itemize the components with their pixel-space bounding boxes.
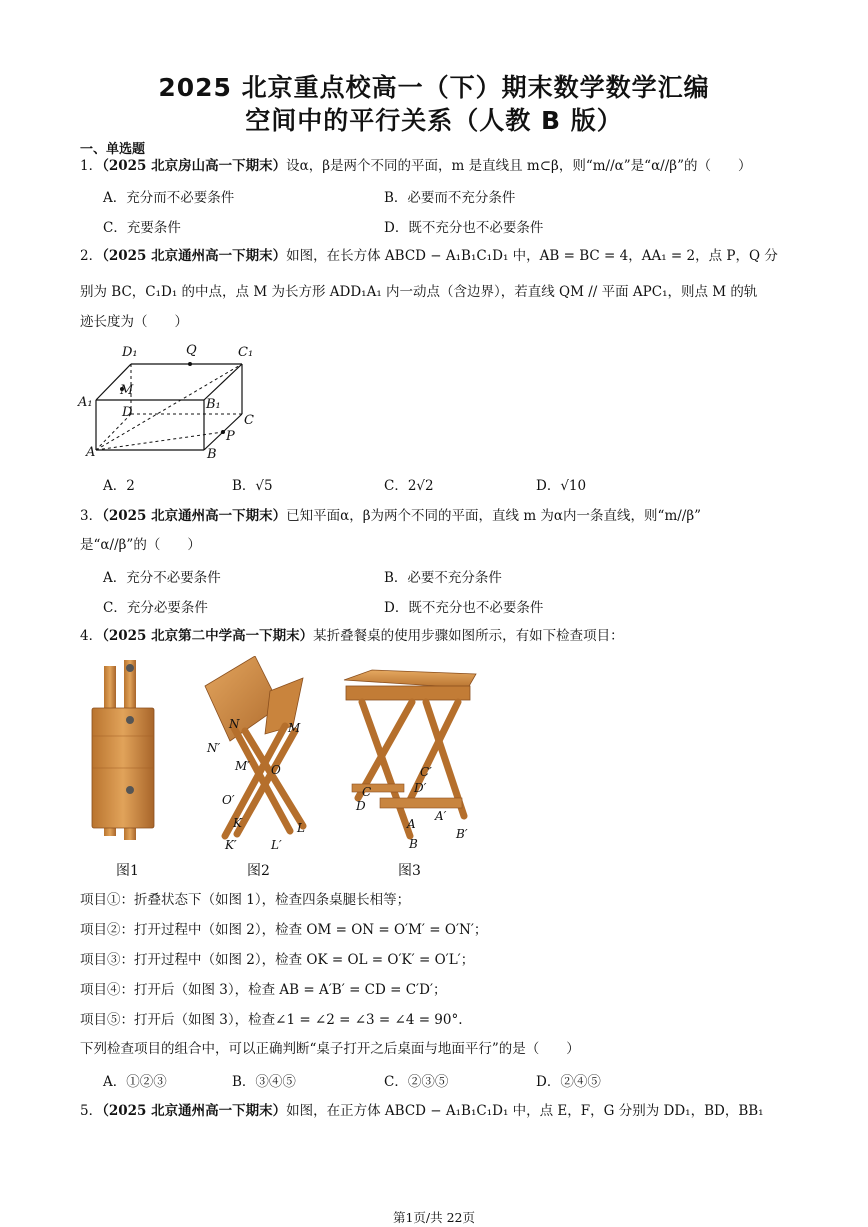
label-b1: B₁ <box>206 397 221 412</box>
label-q: Q <box>186 343 197 358</box>
cuboid-figure <box>76 336 276 466</box>
q4-option-a: A．①②③ <box>103 1074 167 1090</box>
question-2-line-3: 迹长度为（ ） <box>80 314 188 330</box>
q2-option-d: D．√10 <box>536 478 587 494</box>
point-q <box>188 362 192 366</box>
q1-option-c: C．充要条件 <box>103 220 181 236</box>
section-heading: 一、单选题 <box>80 142 146 157</box>
label-a: A <box>86 445 96 460</box>
question-4-stem: 4．（2025 北京第二中学高一下期末）某折叠餐桌的使用步骤如图所示，有如下检查项目： <box>80 628 624 644</box>
q3-option-a: A．充分不必要条件 <box>103 570 221 586</box>
fig2-label-o-prime: O′ <box>222 793 235 807</box>
q4-option-b: B．③④⑤ <box>232 1074 296 1090</box>
fig3-label-a: A <box>407 817 416 831</box>
q4-question: 下列检查项目的组合中，可以正确判断“桌子打开之后桌面与地面平行”的是（ ） <box>80 1041 580 1057</box>
q3-option-c: C．充分必要条件 <box>103 600 208 616</box>
label-d: D <box>122 405 133 420</box>
figure-3-caption: 图3 <box>398 863 421 879</box>
opening-table-figure <box>185 656 315 856</box>
fig2-label-l-prime: L′ <box>271 838 282 852</box>
fig2-label-k-prime: K′ <box>225 838 237 852</box>
fig2-label-n: N <box>229 717 240 731</box>
fig3-label-b: B <box>409 837 418 851</box>
label-a1: A₁ <box>78 395 93 410</box>
label-b: B <box>207 447 217 462</box>
q4-item-5: 项目⑤：打开后（如图 3），检查∠1 = ∠2 = ∠3 = ∠4 = 90°. <box>80 1012 463 1028</box>
fig2-label-o: O <box>271 763 281 777</box>
page-footer: 第1页/共 22页 <box>392 1210 476 1225</box>
title-line-1: 2025 北京重点校高一（下）期末数学数学汇编 <box>158 73 710 102</box>
fig2-label-k: K <box>233 816 242 830</box>
question-2-line-1: 2．（2025 北京通州高一下期末）如图，在长方体 ABCD − A₁B₁C₁D₁ 中，AB = BC = 4，AA₁ = 2，点 P，Q 分 <box>80 248 778 264</box>
q4-option-d: D．②④⑤ <box>536 1074 601 1090</box>
label-d1: D₁ <box>122 345 138 360</box>
label-c: C <box>244 413 254 428</box>
question-5-line-1: 5．（2025 北京通州高一下期末）如图，在正方体 ABCD − A₁B₁C₁D₁ 中，点 E，F，G 分别为 DD₁，BD，BB₁ <box>80 1103 764 1119</box>
question-3-line-2: 是“α//β”的（ ） <box>80 537 201 553</box>
folded-table-figure <box>88 658 168 848</box>
q2-option-b: B．√5 <box>232 478 273 494</box>
fig3-label-c-prime: C′ <box>420 765 432 779</box>
q1-option-a: A．充分而不必要条件 <box>103 190 235 206</box>
question-1-stem: 1．（2025 北京房山高一下期末）设α，β是两个不同的平面，m 是直线且 m⊂β，则“m//α”是“α//β”的（ ） <box>80 158 752 174</box>
fig2-label-m: M <box>288 721 301 735</box>
fig3-label-d-prime: D′ <box>414 781 427 795</box>
fig3-label-d: D <box>356 799 366 813</box>
label-c1: C₁ <box>238 345 254 360</box>
q4-item-3: 项目③：打开过程中（如图 2），检查 OK = OL = O′K′ = O′L′； <box>80 952 475 968</box>
title-line-2: 空间中的平行关系（人教 B 版） <box>245 106 623 135</box>
fig3-label-b-prime: B′ <box>456 827 468 841</box>
q4-item-4: 项目④：打开后（如图 3），检查 AB = A′B′ = CD = C′D′； <box>80 982 447 998</box>
question-3-line-1: 3．（2025 北京通州高一下期末）已知平面α，β为两个不同的平面，直线 m 为α内一条直线，则“m//β” <box>80 508 702 524</box>
question-2-line-2: 别为 BC，C₁D₁ 的中点，点 M 为长方形 ADD₁A₁ 内一动点（含边界），若直线 QM // 平面 APC₁，则点 M 的轨 <box>80 284 758 300</box>
open-table-figure <box>340 666 490 856</box>
fig2-label-m-prime: M′ <box>235 759 251 773</box>
label-p: P <box>226 429 235 444</box>
q2-option-c: C．2√2 <box>384 478 434 494</box>
q1-option-b: B．必要而不充分条件 <box>384 190 516 206</box>
fig2-label-n-prime: N′ <box>207 741 221 755</box>
q1-option-d: D．既不充分也不必要条件 <box>384 220 544 236</box>
label-m: M <box>120 383 134 398</box>
figure-1-caption: 图1 <box>116 863 139 879</box>
q4-item-1: 项目①：折叠状态下（如图 1），检查四条桌腿长相等； <box>80 892 411 908</box>
fig3-label-c: C <box>362 785 372 799</box>
fig2-label-l: L <box>297 821 305 835</box>
q4-item-2: 项目②：打开过程中（如图 2），检查 OM = ON = O′M′ = O′N′； <box>80 922 488 938</box>
point-p <box>221 430 225 434</box>
q4-option-c: C．②③⑤ <box>384 1074 449 1090</box>
q2-option-a: A．2 <box>103 478 135 494</box>
q3-option-b: B．必要不充分条件 <box>384 570 502 586</box>
q3-option-d: D．既不充分也不必要条件 <box>384 600 544 616</box>
figure-2-caption: 图2 <box>247 863 270 879</box>
fig3-label-a-prime: A′ <box>435 809 447 823</box>
